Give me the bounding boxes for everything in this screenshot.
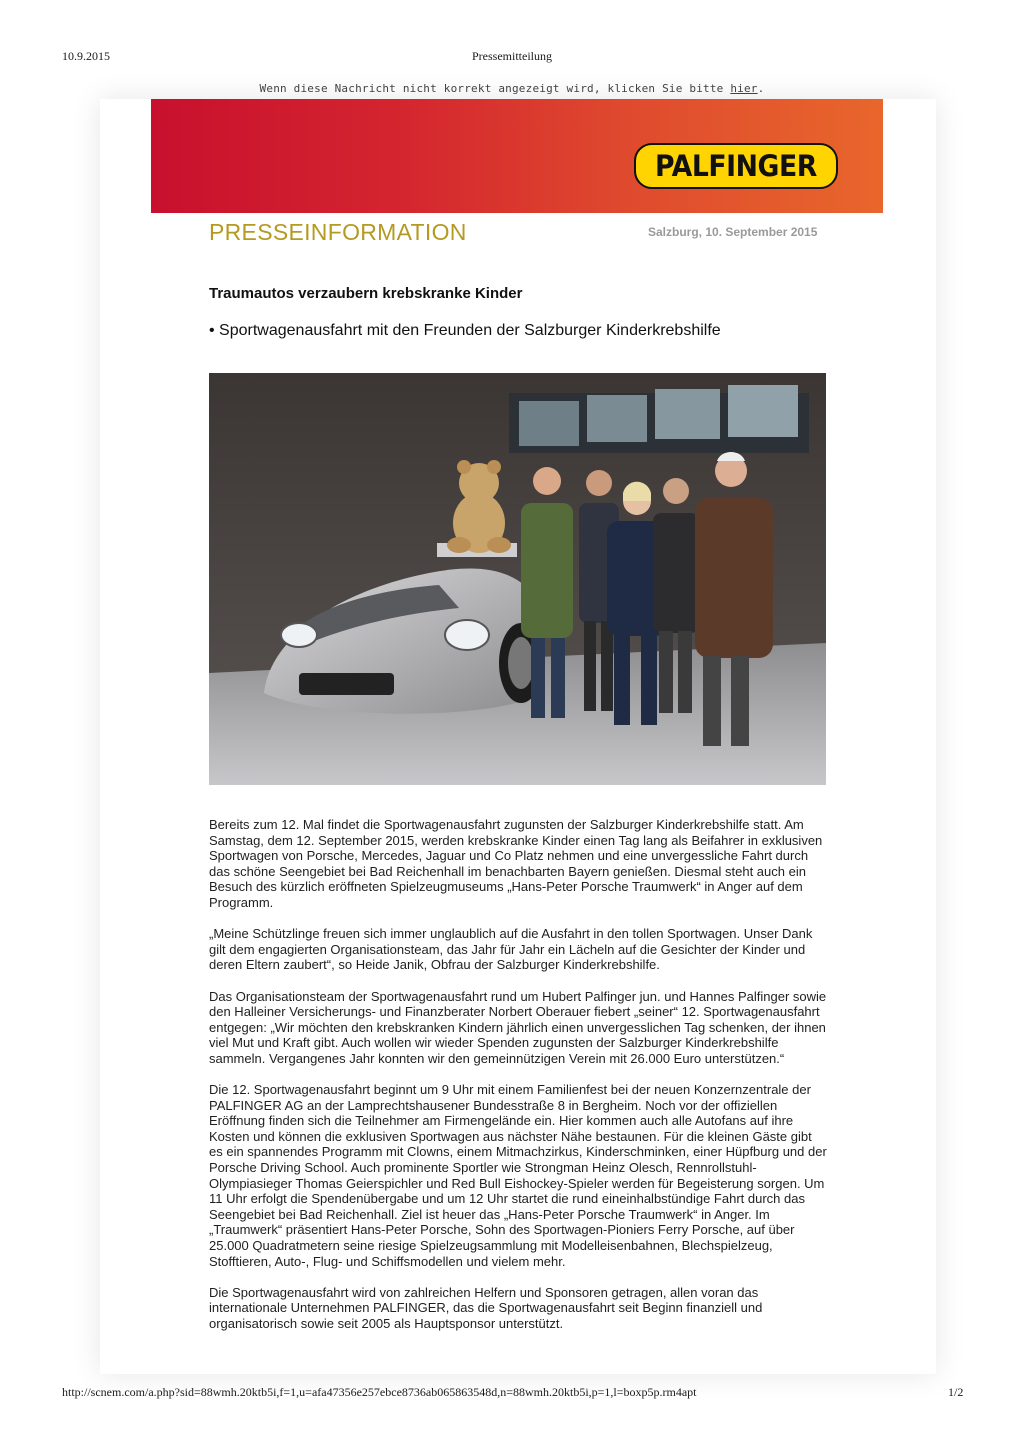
article-paragraph-4: Die 12. Sportwagenausfahrt beginnt um 9 Uhr mit einem Familienfest bei der neuen Konzernzentrale der PALFINGER AG an der Lamprechtshausener Bundesstraße 8 in Bergheim. Noch vor der offiziellen Eröffnung finden sich die Teilnehmer am Firmengelände ein. Hier kommen auch alle Autofans auf ihre Kosten und können die exklusiven Sportwagen aus nächster Nähe bestaunen. Für die kleinen Gäste gibt es ein spannendes Programm mit Clowns, einem Mitmachzirkus, Kinderschminken, einer Hüpfburg und der Porsche Driving School. Auch prominente Sportler wie Strongman Heinz Olesch, Rennrollstuhl-Olympiasieger Thomas Geierspichler und Red Bull Eishockey-Spieler werden für Begeisterung sorgen. Um 11 Uhr erfolgt die Spendenübergabe und um 12 Uhr startet die rund eineinhalbstündige Fahrt durch das Seengebiet bei Bad Reichenhall. Ziel ist heuer das „Hans-Peter Porsche Traumwerk“ in Anger. Im „Traumwerk“ präsentiert Hans-Peter Porsche, Sohn des Sportwagen-Pioniers Ferry Porsche, auf über 25.000 Quadratmetern seine riesige Spielzeugsammlung mit Modelleisenbahnen, Blechspielzeug, Stofftieren, Auto-, Flug- und Schiffsmodellen und vielem mehr.: [209, 1082, 827, 1269]
notice-link[interactable]: hier: [730, 82, 758, 95]
article-photo: [209, 373, 826, 785]
press-date: Salzburg, 10. September 2015: [648, 225, 818, 239]
photo-illustration: [209, 373, 826, 785]
print-footer-url: http://scnem.com/a.php?sid=88wmh.20ktb5i,f=1,u=afa47356e257ebce8736ab065863548d,n=88wmh.20ktb5i,p=1,l=boxp5p.rm4apt: [62, 1385, 697, 1399]
notice-suffix: .: [757, 82, 765, 95]
print-date: 10.9.2015: [62, 49, 110, 63]
palfinger-logo: [634, 143, 838, 189]
logo-text: PALFINGER: [655, 149, 817, 183]
press-label: PRESSEINFORMATION: [209, 219, 467, 245]
print-footer-page: 1/2: [948, 1385, 964, 1399]
article-paragraph-3: Das Organisationsteam der Sportwagenausfahrt rund um Hubert Palfinger jun. und Hannes Palfinger sowie den Halleiner Versicherungs- und Finanzberater Norbert Oberauer fiebert „seiner“ 12. Sportwagenausfahrt entgegen: „Wir möchten den krebskranken Kindern jährlich einen unvergesslichen Tag schenken, der ihnen viel Mut und Kraft gibt. Auch wollen wir wieder Spenden zugunsten der Salzburger Kinderkrebshilfe sammeln. Vergangenes Jahr konnten wir den gemeinnützigen Verein mit 26.000 Euro unterstützen.“: [209, 988, 827, 1066]
article-headline: Traumautos verzaubern krebskranke Kinder: [209, 285, 523, 302]
display-notice: [0, 82, 1024, 95]
article-paragraph-5: Die Sportwagenausfahrt wird von zahlreichen Helfern und Sponsoren getragen, allen voran das internationale Unternehmen PALFINGER, das die Sportwagenausfahrt seit Beginn finanziell und organisatorisch sowie seit 2005 als Hauptsponsor unterstützt.: [209, 1284, 763, 1331]
article-subheadline: • Sportwagenausfahrt mit den Freunden der Salzburger Kinderkrebshilfe: [209, 322, 721, 339]
print-title: Pressemitteilung: [472, 49, 552, 63]
article-paragraph-2: „Meine Schützlinge freuen sich immer unglaublich auf die Ausfahrt in den tollen Sportwagen. Unser Dank gilt dem engagierten Organisationsteam, das Jahr für Jahr ein Lächeln auf die Gesichter der Kinder und deren Eltern zaubert“, so Heide Janik, Obfrau der Salzburger Kinderkrebshilfe.: [209, 926, 813, 973]
notice-text: Wenn diese Nachricht nicht korrekt angezeigt wird, klicken Sie bitte: [259, 82, 731, 95]
article-body: [209, 817, 829, 1347]
article-paragraph-1: Bereits zum 12. Mal findet die Sportwagenausfahrt zugunsten der Salzburger Kinderkrebshilfe statt. Am Samstag, dem 12. September 2015, werden krebskranke Kinder einen Tag lang als Beifahrer in exklusiven Sportwagen von Porsche, Mercedes, Jaguar und Co Platz nehmen und eine unvergessliche Fahrt durch das schöne Seengebiet bei Bad Reichenhall im benachbarten Bayern genießen. Diesmal steht auch ein Besuch des kürzlich eröffneten Spielzeugmuseums „Hans-Peter Porsche Traumwerk“ in Anger auf dem Programm.: [209, 817, 823, 910]
windows: [509, 385, 809, 453]
